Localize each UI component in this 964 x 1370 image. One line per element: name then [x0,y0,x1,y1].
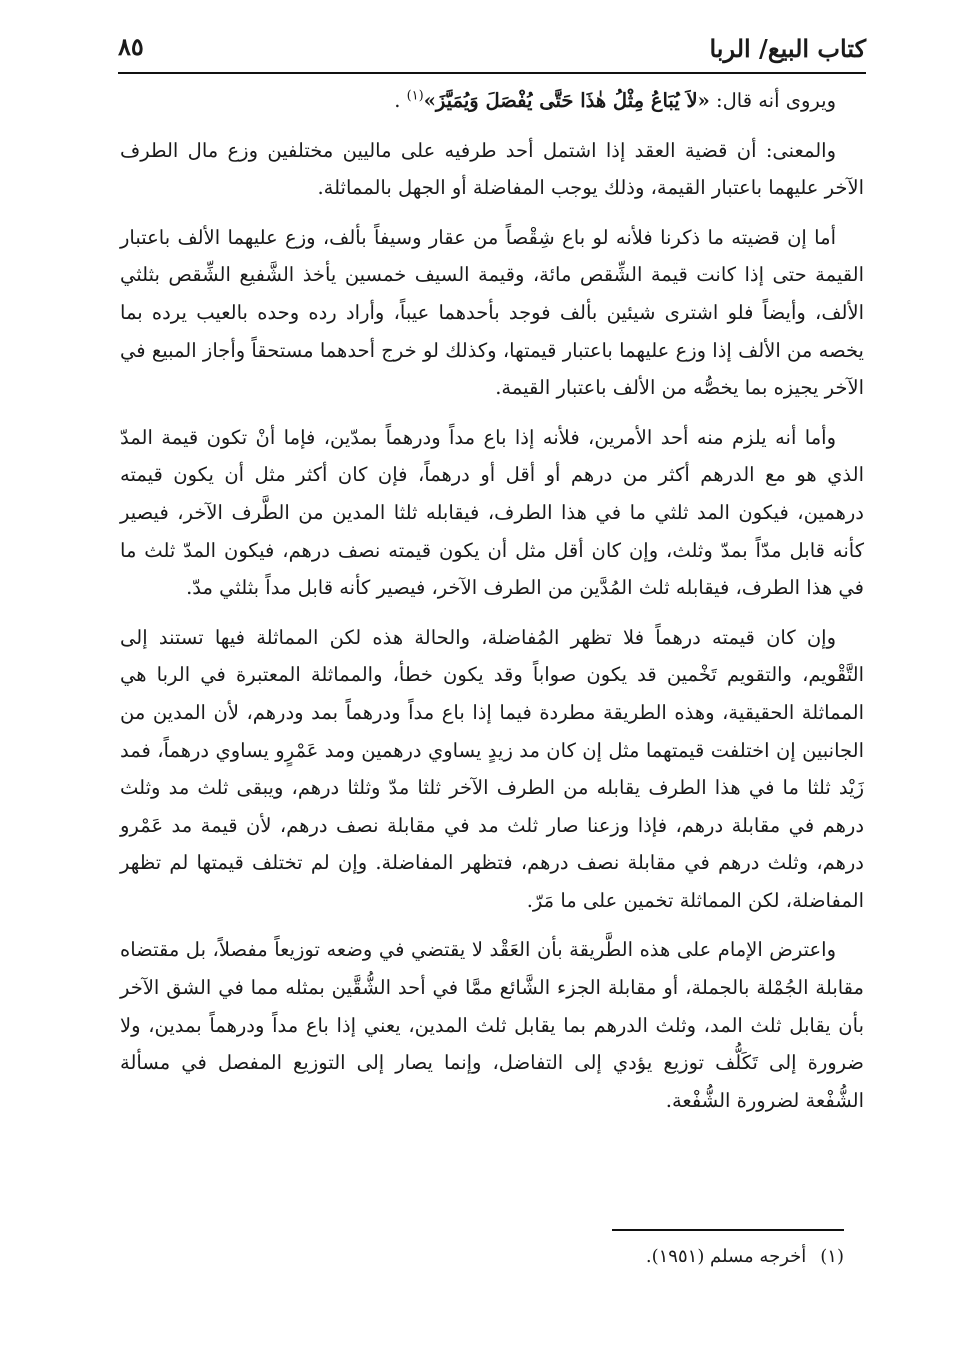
paragraph-1-lead: ويروى أنه قال: [709,89,836,112]
running-header [118,30,866,72]
header-divider [118,72,866,74]
footnote-number: (١) [820,1246,844,1267]
paragraph-2: والمعنى: أن قضية العقد إذا اشتمل أحد طرفيه على ماليين مختلفين وزع مال الطرف الآخر عليهما باعتبار القيمة، وذلك يوجب المفاضلة أو الجهل بالمماثلة. [120,138,864,200]
paragraph-5: وإن كان قيمته درهماً فلا تظهر المُفاضلة، والحالة هذه لكن المماثلة فيها تستند إلى التَّقْويم، والتقويم تَخْمين قد يكون صواباً وقد يكون خطأ، والمماثلة المعتبرة في الربا هي المماثلة الحقيقية، وهذه الطريقة مطردة فيما إذا باع مداً ودرهماً بمد ودرهم، لأن المدين من الجانبين إن اختلفت قيمتهما مثل إن كان مد زيدٍ يساوي درهمين ومد عَمْرٍو يساوي درهماً، فمد زَيْد ثلثا ما في هذا الطرف يقابله من الطرف الآخر ثلثا مدّ وثلثا درهم، ويبقى ثلث مد وثلث درهم في مقابلة درهم، فإذا وزعنا صار ثلث مد في مقابلة نصف درهم، لأن قيمة مد عَمْرو درهم، وثلث درهم في مقابلة نصف درهم، فتظهر المفاضلة. وإن لم تختلف قيمتها لم تظهر المفاضلة، لكن المماثلة تخمين على ما مَرّ. [120,625,864,912]
footnote-marker: (١) [406,88,424,104]
footnote-divider [612,1229,844,1231]
paragraph-4: وأما أنه يلزم منه أحد الأمرين، فلأنه إذا باع مداً ودرهماً بمدّين، فإما أنْ تكون قيمة المدّ الذي هو مع الدرهم أكثر من درهم أو أقل أو درهماً، فإن كان أكثر مثل أن يكون قيمته درهمين، فيكون المد ثلثي ما في هذا الطرف، فيقابله ثلثا المدين من الطَّرف الآخر، فيصير كأنه قابل مدّاً بمدّ وثلث، وإن كان أقل مثل أن يكون قيمته نصف درهم، فيكون المدّ ثلث ما في هذا الطرف، فيقابله ثلث المُدَّين من الطرف الآخر، فيصير كأنه قابل مداً بثلثي مدّ. [120,425,864,600]
paragraph-3: أما إن قضيته ما ذكرنا فلأنه لو باع شِقْصاً من عقار وسيفاً بألف، وزع عليهما الألف باعتبار القيمة حتى إذا كانت قيمة الشِّقص مائة، وقيمة السيف خمسين يأخذ الشَّفيع الشِّقص بثلثي الألف، وأيضاً فلو اشترى شيئين بألف فوجد بأحدهما عيباً، وأراد رده وحده بالعيب يرده بما يخصه من الألف إذا وزع عليهما باعتبار قيمتها، وكذلك لو خرج أحدهما مستحقاً وأجاز المبيع في الآخر يجيزه بما يخصُّه من الألف باعتبار القيمة. [120,225,864,400]
hadith-quote: «لاَ يُبَاعُ مِثْلُ هٰذَا حَتَّى يُفْصَلَ وَيُمَيَّزَ» [423,89,710,112]
chapter-title: كتاب البيع/ الربا [709,34,866,63]
footnote-1 [100,1242,844,1272]
page-number: ٨٥ [118,32,144,61]
paragraph-6: واعترض الإمام على هذه الطَّريقة بأن العَقْد لا يقتضي في وضعه توزيعاً مفصلاً، بل مقتضاه مقابلة الجُمْلة بالجملة، أو مقابلة الجزء الشَّائع ممَّا في أحد الشُّقَّين بمثله مما في الشق الآخر بأن يقابل ثلث المد، وثلث الدرهم بما يقابل ثلث المدين، يعني إذا باع مداً ودرهماً بمدين، ولا ضرورة إلى تَكَلُّف توزيع يؤدي إلى التفاضل، وإنما يصار إلى التوزيع المفصل في مسألة الشُّفْعة لضرورة الشُّفْعة. [120,938,864,1112]
paragraph-1-tail: . [394,89,407,112]
footnotes [100,1242,844,1272]
paragraph-1 [120,82,864,120]
main-text [120,82,864,1131]
footnote-text: أخرجه مسلم (١٩٥١). [645,1246,807,1267]
